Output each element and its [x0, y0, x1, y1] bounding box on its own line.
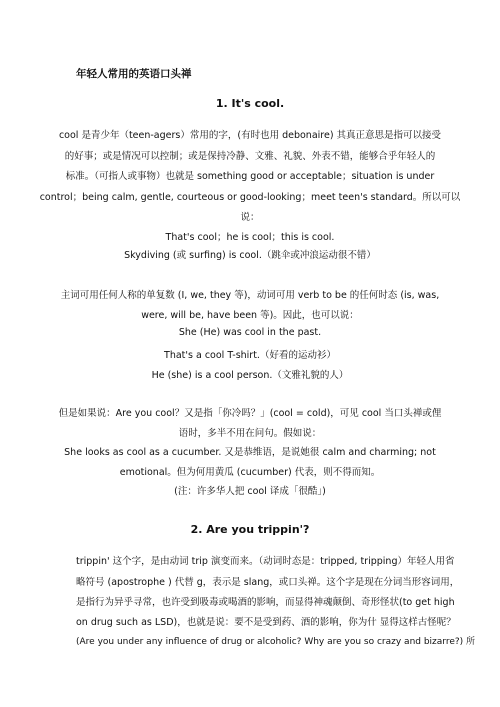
example-line: He (she) is a cool person.（文雅礼貌的人）: [151, 370, 349, 381]
paragraph-line: trippin' 这个字，是由动词 trip 演变而来。（动词时态是：tripped, tripping）年轻人用省: [76, 556, 455, 567]
paragraph-line: She looks as cool as a cucumber. 又是恭维语，是说她很 calm and charming; not: [64, 447, 436, 458]
paragraph-line: were, will be, have been 等)。因此，也可以说：: [141, 310, 359, 321]
paragraph-line: emotional。但为何用黄瓜 (cucumber) 代表，则不得而知。: [119, 467, 381, 478]
example-line: That's cool；he is cool；this is cool.: [165, 232, 335, 243]
paragraph-line: 略符号 (apostrophe ) 代替 g，表示是 slang，或口头禅。这个字是现在分词当形容词用，: [76, 577, 460, 588]
section-2-heading: 2. Are you trippin'?: [190, 523, 310, 536]
example-line: She (He) was cool in the past.: [178, 327, 322, 338]
paragraph-line: (Are you under any influence of drug or alcoholic? Why are you so crazy and bizarre?) 所: [76, 637, 476, 647]
paragraph-line: control；being calm, gentle, courteous or good-looking；meet teen's standard。所以可以: [39, 192, 461, 203]
paragraph-line: 主词可用任何人称的单复数 (I, we, they 等)，动词可用 verb to be 的任何时态 (is, was,: [60, 290, 440, 301]
paragraph-line: 语时，多半不用在问句。假如说：: [178, 428, 322, 439]
document-title: 年轻人常用的英语口头禅: [76, 68, 192, 80]
example-line: That's a cool T-shirt.（好看的运动衫）: [164, 350, 336, 361]
paragraph-line: cool 是青少年（teen-agers）常用的字，(有时也用 debonaire) 其真正意思是指可以接受: [58, 130, 442, 141]
paragraph-line: 但是如果说：Are you cool？又是指「你冷吗？」(cool = cold)，可见 cool 当口头禅或俚: [58, 408, 442, 419]
note-line: (注：许多华人把 cool 译成「很酷」): [174, 486, 326, 497]
paragraph-line: on drug such as LSD)，也就是说：要不是受到药、酒的影响，你为什 显得这样古怪呢？: [76, 617, 456, 628]
paragraph-line: 标准。（可指人或事物）也就是 something good or acceptable；situation is under: [65, 171, 435, 182]
paragraph-line: 是指行为异乎寻常，也许受到吸毒或喝酒的影响，而显得神魂颠倒、奇形怪状(to get high: [76, 597, 455, 608]
example-line: Skydiving (或 surfing) is cool.（跳伞或冲浪运动很不错）: [124, 250, 376, 261]
paragraph-line: 说：: [240, 212, 260, 223]
section-1-heading: 1. It's cool.: [215, 97, 285, 110]
paragraph-line: 的好事；或是情况可以控制；或是保持冷静、文雅、礼貌、外表不错，能够合乎年轻人的: [64, 151, 436, 162]
